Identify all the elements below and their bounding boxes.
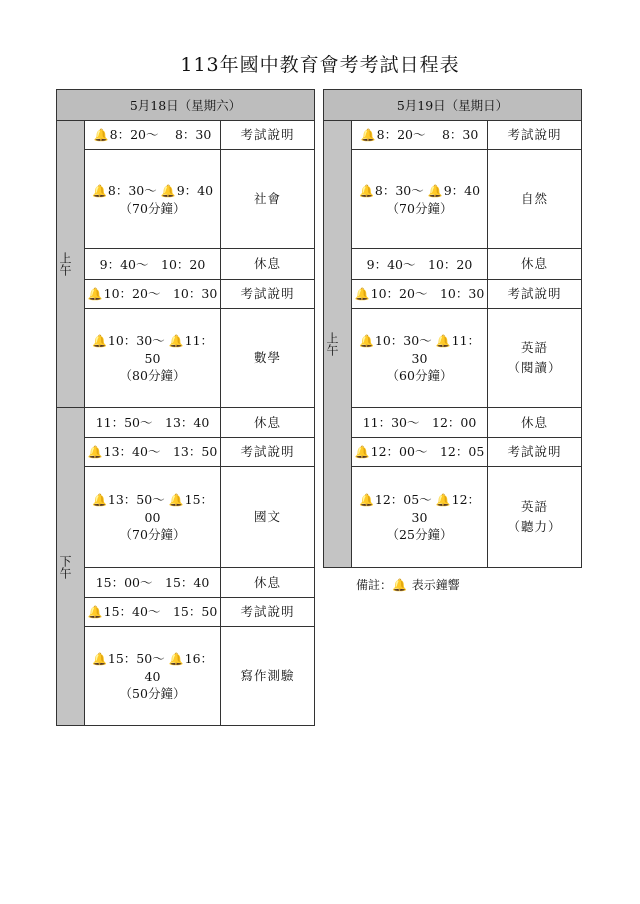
time-cell: 9：40～ 10：20: [85, 249, 221, 280]
time-text: 13：40～ 13：50: [103, 444, 218, 459]
day2-period-morning: [324, 121, 352, 568]
subject-cell: 休息: [221, 249, 315, 280]
day2-schedule-table: [323, 89, 582, 568]
day1-period-afternoon: [57, 408, 85, 726]
bell-icon: 🔔: [87, 287, 103, 301]
time-cell: [85, 467, 221, 568]
subject-cell: 休息: [488, 249, 582, 280]
time-cell: [85, 121, 221, 150]
day2-header: 5月19日（星期日）: [324, 90, 582, 121]
day1-header: 5月18日（星期六）: [57, 90, 315, 121]
duration-text: （80分鐘）: [119, 368, 186, 383]
bell-icon: 🔔: [168, 334, 184, 348]
time-cell: [85, 150, 221, 249]
bell-icon: 🔔: [160, 183, 176, 198]
subject-subline: （聽力）: [507, 519, 562, 534]
subject-cell: 寫作測驗: [221, 627, 315, 726]
time-cell: [85, 438, 221, 467]
duration-text: （70分鐘）: [119, 200, 186, 216]
period-afternoon-label: 下午: [58, 554, 72, 579]
time-end-text: 12：30: [411, 492, 481, 525]
footnote: [356, 576, 460, 593]
bell-icon: 🔔: [435, 493, 451, 507]
time-cell: [85, 309, 221, 408]
bell-icon: 🔔: [87, 445, 103, 459]
time-end-text: 15：00: [144, 492, 214, 525]
time-end-text: 9：40: [176, 182, 214, 198]
bell-icon: 🔔: [91, 493, 107, 507]
day1-schedule-table: [56, 89, 315, 726]
bell-icon: 🔔: [358, 334, 374, 348]
subject-cell: 國文: [221, 467, 315, 568]
bell-icon: 🔔: [168, 652, 184, 666]
time-cell: [85, 280, 221, 309]
bell-icon: 🔔: [354, 287, 370, 301]
time-cell: [352, 121, 488, 150]
time-end-text: 11：50: [144, 333, 214, 366]
bell-icon: 🔔: [360, 128, 376, 142]
time-text: 10：30～: [107, 333, 169, 348]
subject-cell: [488, 309, 582, 408]
duration-text: （70分鐘）: [119, 527, 186, 542]
bell-icon: 🔔: [354, 445, 370, 459]
time-text: 10：30～: [374, 333, 436, 348]
time-cell: [352, 150, 488, 249]
bell-icon: 🔔: [87, 605, 103, 619]
time-text: 12：00～ 12：05: [370, 444, 485, 459]
subject-cell: 數學: [221, 309, 315, 408]
time-cell: 11：50～ 13：40: [85, 408, 221, 438]
subject-line: 英語: [520, 340, 548, 355]
time-text: 12：05～: [374, 492, 436, 507]
subject-cell: 考試說明: [221, 280, 315, 309]
time-end-text: 11：30: [411, 333, 481, 366]
time-cell: 11：30～ 12：00: [352, 408, 488, 438]
bell-icon: 🔔: [435, 334, 451, 348]
subject-cell: 休息: [221, 568, 315, 598]
subject-cell: 休息: [488, 408, 582, 438]
day1-period-morning: [57, 121, 85, 408]
bell-icon: 🔔: [93, 128, 109, 142]
subject-cell: 考試說明: [488, 438, 582, 467]
subject-cell: 社會: [221, 150, 315, 249]
bell-icon: 🔔: [91, 652, 107, 666]
time-text: 8：30～: [374, 182, 428, 198]
duration-text: （70分鐘）: [386, 200, 453, 216]
duration-text: （25分鐘）: [386, 527, 453, 542]
period-morning-label: 上午: [325, 332, 339, 356]
time-cell: [352, 309, 488, 408]
bell-icon: 🔔: [427, 183, 443, 198]
time-text: 15：40～ 15：50: [103, 604, 218, 619]
subject-cell: 考試說明: [221, 598, 315, 627]
time-cell: [352, 438, 488, 467]
bell-icon: 🔔: [91, 183, 107, 198]
time-cell: 15：00～ 15：40: [85, 568, 221, 598]
subject-line: 英語: [520, 499, 548, 514]
duration-text: （60分鐘）: [386, 368, 453, 383]
bell-icon: 🔔: [392, 578, 407, 592]
period-morning-label: 上午: [58, 252, 72, 276]
subject-subline: （閱讀）: [507, 360, 562, 375]
time-cell: [352, 467, 488, 568]
footnote-prefix: 備註：: [356, 578, 393, 592]
duration-text: （50分鐘）: [119, 686, 186, 701]
subject-cell: 考試說明: [221, 121, 315, 150]
time-text: 13：50～: [107, 492, 169, 507]
subject-cell: 休息: [221, 408, 315, 438]
page-title: 113年國中教育會考考試日程表: [180, 54, 460, 76]
bell-icon: 🔔: [358, 183, 374, 198]
time-cell: [85, 598, 221, 627]
bell-icon: 🔔: [168, 493, 184, 507]
subject-cell: 考試說明: [488, 121, 582, 150]
time-text: 10：20～ 10：30: [370, 286, 485, 301]
time-text: 10：20～ 10：30: [103, 286, 218, 301]
subject-cell: 考試說明: [221, 438, 315, 467]
time-text: 15：50～: [107, 651, 169, 666]
time-end-text: 16：40: [144, 651, 214, 684]
footnote-suffix: 表示鐘響: [407, 578, 460, 592]
time-text: 8：20～ 8：30: [109, 127, 212, 142]
time-cell: 9：40～ 10：20: [352, 249, 488, 280]
time-cell: [85, 627, 221, 726]
time-text: 8：30～: [107, 182, 161, 198]
subject-cell: 考試說明: [488, 280, 582, 309]
time-cell: [352, 280, 488, 309]
bell-icon: 🔔: [91, 334, 107, 348]
time-text: 8：20～ 8：30: [376, 127, 479, 142]
subject-cell: [488, 467, 582, 568]
bell-icon: 🔔: [358, 493, 374, 507]
subject-cell: 自然: [488, 150, 582, 249]
time-end-text: 9：40: [443, 182, 481, 198]
